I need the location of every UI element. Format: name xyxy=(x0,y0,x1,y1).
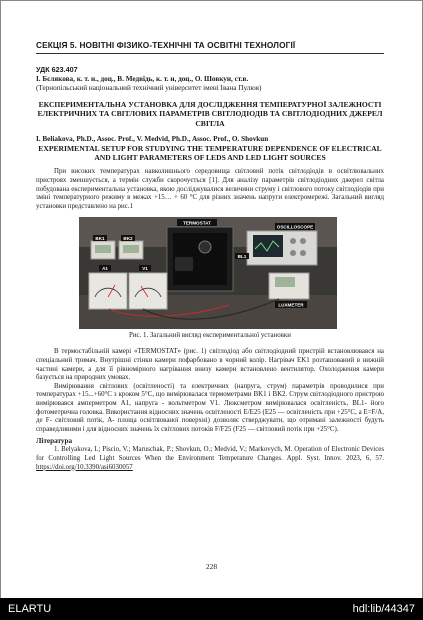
label-bk2: BK2 xyxy=(123,236,133,242)
label-v1: V1 xyxy=(142,266,148,272)
label-bk1: BK1 xyxy=(95,236,105,242)
document-page xyxy=(36,40,384,472)
label-oscilloscope: OSCILLOSCOPE xyxy=(276,224,314,230)
figure-caption: Рис. 1. Загальний вигляд експериментальної установки xyxy=(129,332,291,340)
footer-repository: ELARTU xyxy=(8,603,52,615)
paragraph-measurements: Вимірювання світлових (освітленості) та електричних (напруга, струм) параметрів проводилися при температурах +15...+60°С з кроком 5°С, що вимірювалася термометрами BK1 і BK2. Струм світлодіодного пристрою вимірювався амперметром A1, напруга - вольтметром V1. Люксметром вимірювалася освітленість, BL1- його фотометрична головка. Використання відносних значень освітленості E/E25 (E25 — освітленість при +25°С, а E=F/A, де F- світловий потік, A- площа освітлюваної поверхні) дозволяє стверджувати, що отримані залежності будуть справедливими і для відносних значень їх світлових потоків F/F25 (F25 — світловий потік при +25°С). xyxy=(36,382,384,433)
page-number: 228 xyxy=(205,562,218,571)
setup-photo xyxy=(79,217,337,329)
authors-english: I. Beliakova, Ph.D., Assoc. Prof., V. Medvid, Ph.D., Assoc. Prof., O. Shovkun xyxy=(36,134,269,143)
footer-handle: hdl:lib/44347 xyxy=(352,603,415,615)
label-a1: A1 xyxy=(102,266,108,272)
udk-code: УДК 623.407 xyxy=(36,65,78,74)
title-english: EXPERIMENTAL SETUP FOR STUDYING THE TEMPERATURE DEPENDENCE OF ELECTRICAL AND LIGHT PARAMETERS OF LEDS AND LED LIGHT SOURCES xyxy=(38,143,382,163)
label-bl1: BL1 xyxy=(237,254,247,260)
reference-1-doi-link[interactable]: https://doi.org/10.3390/asi6030057 xyxy=(36,463,133,471)
authors-ukrainian: І. Бєлякова, к. т. н., доц., В. Медвідь, к. т. н, доц., О. Шовкун, ст.в. xyxy=(36,75,249,83)
reference-1 xyxy=(36,446,384,472)
title-ukrainian: ЕКСПЕРИМЕНТАЛЬНА УСТАНОВКА ДЛЯ ДОСЛІДЖЕННЯ ТЕМПЕРАТУРНОЇ ЗАЛЕЖНОСТІ ЕЛЕКТРИЧНИХ ТА СВІТЛОВИХ ПАРАМЕТРІВ СВІТЛОДІОДІВ ТА СВІТЛОДІОДНИХ ДЖЕРЕЛ СВІТЛА xyxy=(37,100,383,128)
setup-photo-illustration xyxy=(79,217,337,329)
references-heading: Література xyxy=(36,437,73,446)
paragraph-intro: При високих температурах навколишнього середовища світловий потік світлодіодів в освітлювальних пристроях зменшується, а термін служби скорочується [1]. Для аналізу параметрів світлодіодних джерел світла побудована експериментальна установка, якою досліджувалися величини струму і світлового потоку світлодіодів при зміні температурного режиму в межах +15… + 60 °С для різних значень напруги електромережі. Загальний вигляд установки представлено на рис.1 xyxy=(36,168,384,210)
reference-1-text: 1. Belyakova, I.; Piscio, V.; Maruschak, P.; Shovkun, O.; Medvid, V.; Markovych, M. Operation of Electronic Devices for Controlling Led Light Sources When the Environment Temperature Changes. Appl. Syst. Innov. 2023, 6, 57. xyxy=(36,446,384,462)
label-luxmeter: LUXMETER xyxy=(278,302,304,308)
label-termostat: TERMOSTAT xyxy=(183,220,211,226)
footer-bar xyxy=(0,598,423,620)
section-header: СЕКЦІЯ 5. НОВІТНІ ФІЗИКО-ТЕХНІЧНІ ТА ОСВІТНІ ТЕХНОЛОГІЇ xyxy=(36,40,296,50)
affiliation: (Тернопільський національний технічний університет імені Івана Пулюя) xyxy=(36,84,262,92)
paragraph-thermostat: В термостабільній камері «TERMOSTAT» (рис. 1) світлодіод або світлодіодний пристрій встановлювався на спеціальний тримач. Внутрішні стінки камери пофарбовано в чорний колір. Нагрівач EK1 розташований в нижній частині камери, а для її рівномірного нагрівання внизу камери встановлено вентилятор. Охолодження камери базується на природних умовах. xyxy=(36,348,384,382)
header-rule xyxy=(36,53,384,54)
